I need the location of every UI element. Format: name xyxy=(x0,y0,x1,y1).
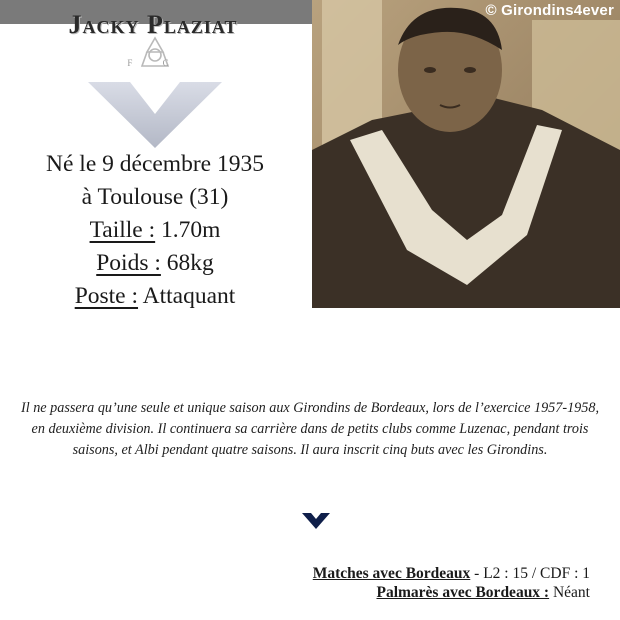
palmares-row xyxy=(313,583,590,602)
position-row xyxy=(10,280,300,313)
birth-place: à Toulouse (31) xyxy=(81,184,229,210)
logo-letters: F C xyxy=(127,58,183,68)
player-photo xyxy=(312,0,620,308)
weight-value: 68kg xyxy=(166,250,214,276)
birth-date: Né le 9 décembre 1935 xyxy=(46,151,264,177)
matches-row xyxy=(313,564,590,583)
club-logo-icon xyxy=(120,36,190,70)
palmares-label: Palmarès avec Bordeaux : xyxy=(376,584,550,601)
height-value: 1.70m xyxy=(161,217,221,243)
player-name: Jacky Plaziat xyxy=(68,10,238,39)
chevron-v-icon xyxy=(88,82,222,148)
height-row xyxy=(10,214,300,247)
weight-label: Poids : xyxy=(96,250,161,276)
height-label: Taille : xyxy=(89,217,156,243)
matches-value: - L2 : 15 / CDF : 1 xyxy=(470,565,590,582)
weight-row xyxy=(10,247,300,280)
position-value: Attaquant xyxy=(142,283,236,309)
career-summary: Il ne passera qu’une seule et unique saison aux Girondins de Bordeaux, lors de l’exercice 1957-1958, en deuxième division. Il continuera sa carrière dans de petits clubs comme Luzenac, pendant trois saisons, et Albi pendant quatre saisons. Il aura inscrit cinq buts avec les Girondins. xyxy=(20,400,599,458)
chevron-down-icon xyxy=(302,513,330,529)
position-label: Poste : xyxy=(74,283,139,309)
matches-label: Matches avec Bordeaux xyxy=(312,565,471,582)
palmares-value: Néant xyxy=(549,584,590,601)
stats-block xyxy=(313,564,590,602)
player-bio xyxy=(10,148,300,313)
watermark: © Girondins4ever xyxy=(485,2,614,19)
